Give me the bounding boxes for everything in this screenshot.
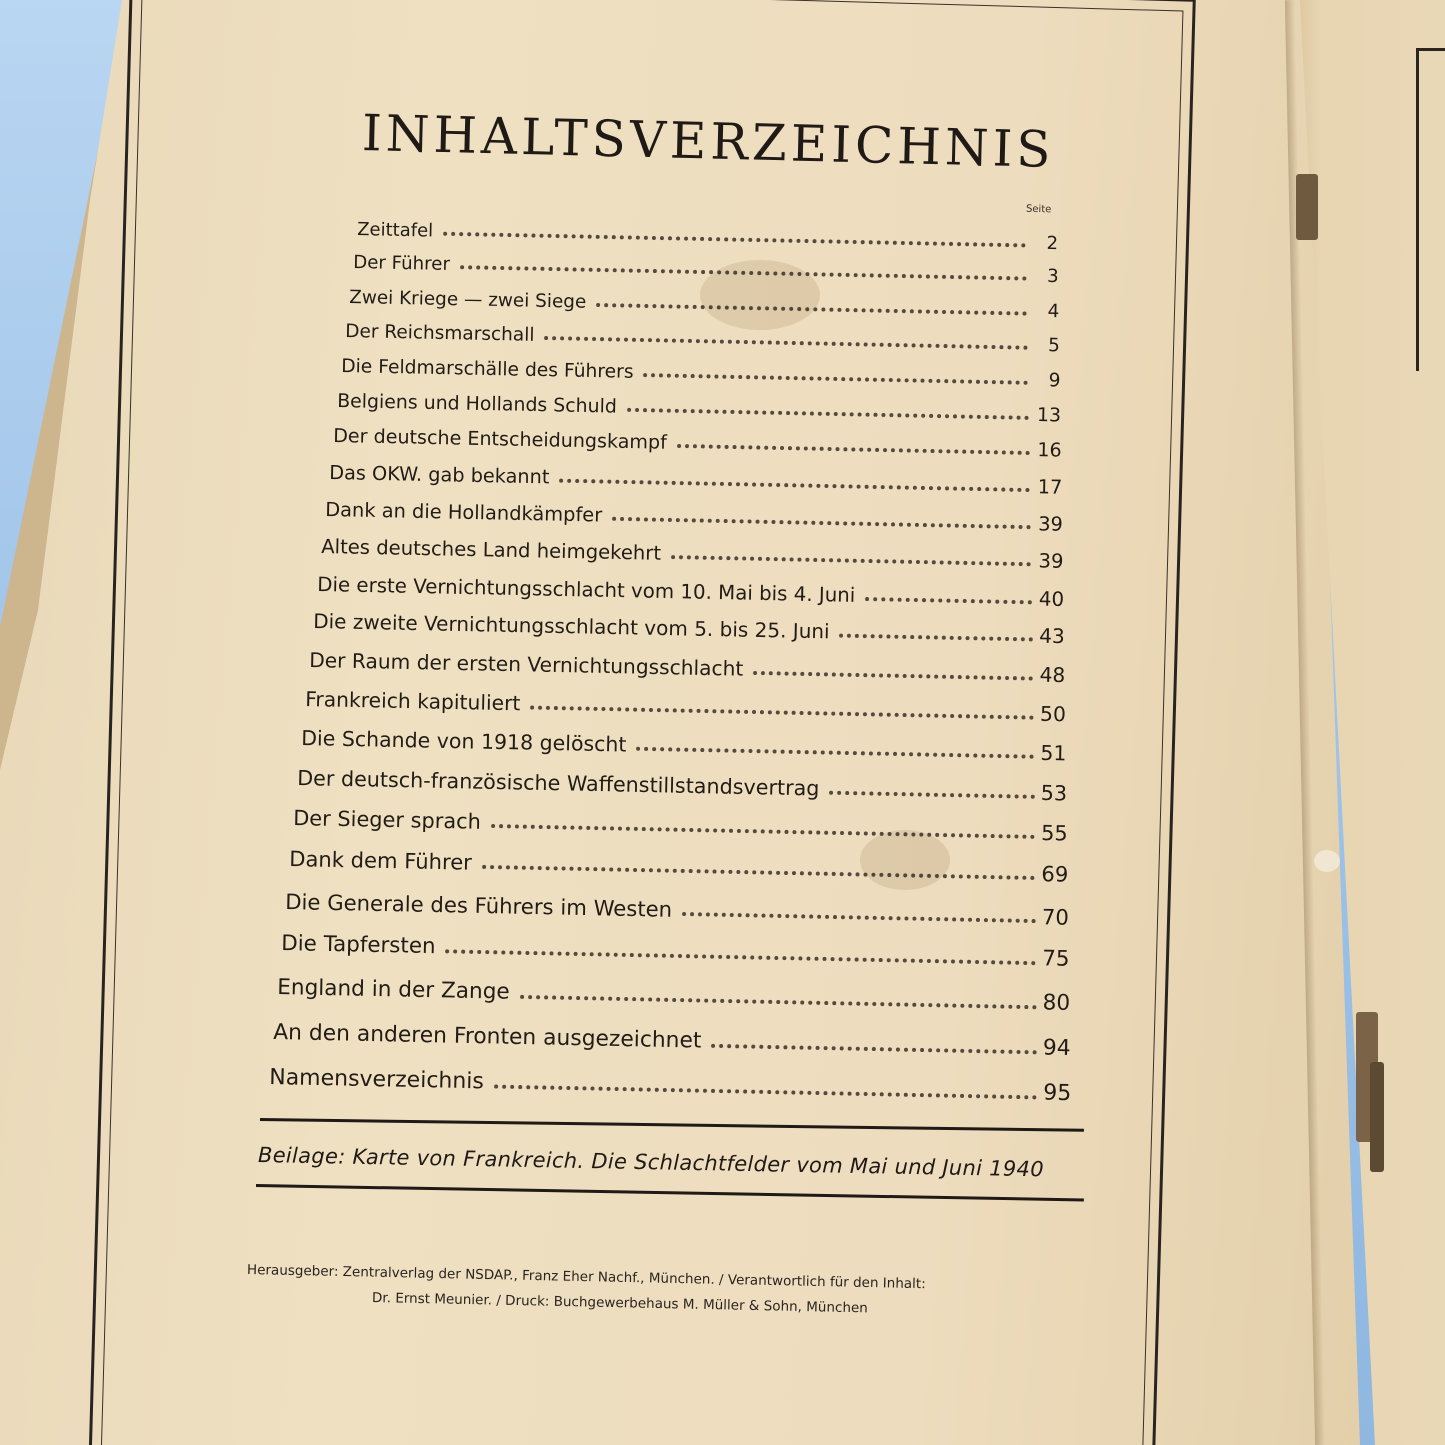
imprint-line: Herausgeber: Zentralverlag der NSDAP., Franz Eher Nachf., München. / Verantwortlich für den Inhalt: bbox=[246, 1262, 926, 1293]
toc-entry-page: 39 bbox=[1037, 512, 1064, 536]
leader-dots bbox=[612, 517, 1031, 529]
toc-entry-page: 17 bbox=[1037, 475, 1063, 499]
toc-entry-title: Dank dem Führer bbox=[289, 846, 473, 875]
toc-entry bbox=[285, 884, 1069, 930]
toc-entry-page: 55 bbox=[1040, 821, 1068, 846]
toc-entry-page: 80 bbox=[1042, 990, 1071, 1016]
toc-entry-title: Zeittafel bbox=[357, 219, 434, 242]
toc-entry bbox=[269, 1060, 1072, 1106]
toc-entry bbox=[313, 603, 1065, 648]
supplement-note: Beilage: Karte von Frankreich. Die Schlachtfelder vom Mai und Juni 1940 bbox=[257, 1143, 1045, 1182]
leader-dots bbox=[530, 706, 1034, 720]
leader-dots bbox=[491, 824, 1035, 839]
toc-entry bbox=[297, 760, 1067, 805]
toc-entry-title: Der Sieger sprach bbox=[293, 806, 482, 834]
toc-entry-page: 16 bbox=[1037, 438, 1062, 462]
toc-entry-page: 50 bbox=[1039, 701, 1067, 727]
toc-entry-title: Die Tapfersten bbox=[281, 931, 436, 960]
toc-entry-page: 51 bbox=[1040, 740, 1067, 766]
leader-dots bbox=[460, 265, 1027, 280]
leader-dots bbox=[559, 479, 1030, 492]
toc-entry-title: Die Feldmarschälle des Führers bbox=[341, 356, 634, 383]
leader-dots bbox=[627, 408, 1029, 420]
toc-entry-page: 9 bbox=[1048, 370, 1061, 392]
leader-dots bbox=[494, 1085, 1037, 1100]
toc-entry bbox=[277, 970, 1070, 1016]
toc-entry-page: 70 bbox=[1041, 904, 1070, 930]
toc-entry-page: 53 bbox=[1040, 780, 1068, 806]
toc-entry-page: 2 bbox=[1046, 232, 1059, 255]
toc-entry-page: 94 bbox=[1042, 1035, 1071, 1062]
toc-entry bbox=[273, 1015, 1071, 1061]
toc-entry bbox=[293, 800, 1068, 846]
leader-dots bbox=[711, 1044, 1037, 1055]
leader-dots bbox=[643, 373, 1028, 385]
leader-dots bbox=[839, 634, 1032, 642]
leader-dots bbox=[482, 865, 1036, 880]
toc-entry bbox=[301, 720, 1067, 765]
toc-entry-title: Belgiens und Hollands Schuld bbox=[337, 390, 618, 418]
toc-entry-page: 48 bbox=[1039, 662, 1066, 688]
leader-dots bbox=[753, 671, 1033, 681]
toc-entry-page: 13 bbox=[1036, 404, 1062, 427]
page-title: INHALTSVERZEICHNIS bbox=[361, 104, 1056, 179]
toc-entry-page: 43 bbox=[1038, 623, 1065, 649]
toc-entry bbox=[281, 926, 1070, 972]
toc-entry-title: Die erste Vernichtungsschlacht vom 10. Mai bis 4. Juni bbox=[317, 573, 856, 607]
toc-entry-title: Die Generale des Führers im Westen bbox=[285, 889, 673, 922]
toc-entry-title: Der deutsch-französische Waffenstillstandsvertrag bbox=[297, 766, 820, 801]
toc-entry-title: Frankreich kapituliert bbox=[305, 687, 521, 716]
leader-dots bbox=[677, 444, 1030, 455]
toc-entry-page: 40 bbox=[1038, 587, 1065, 611]
toc-entry-title: Der Raum der ersten Vernichtungsschlacht bbox=[309, 648, 744, 681]
toc-entry-title: Zwei Kriege — zwei Siege bbox=[349, 287, 587, 313]
page-column-label: Seite bbox=[1025, 203, 1052, 216]
toc-entry-title: Das OKW. gab bekannt bbox=[329, 461, 550, 489]
toc-entry-title: Dank an die Hollandkämpfer bbox=[325, 498, 603, 527]
toc-entry-title: Der deutsche Entscheidungskampf bbox=[333, 424, 668, 454]
toc-entry-title: Die Schande von 1918 gelöscht bbox=[301, 726, 627, 757]
toc-entry-title: Altes deutsches Land heimgekehrt bbox=[321, 535, 662, 565]
toc-entry-page: 5 bbox=[1047, 335, 1061, 357]
toc-entry-title: Namensverzeichnis bbox=[269, 1065, 485, 1095]
toc-entry-page: 3 bbox=[1046, 265, 1059, 288]
toc-entry-title: An den anderen Fronten ausgezeichnet bbox=[273, 1020, 702, 1054]
toc-entry-page: 39 bbox=[1038, 549, 1064, 573]
toc-entry-page: 95 bbox=[1043, 1080, 1072, 1107]
toc-entry-page: 4 bbox=[1047, 301, 1060, 323]
toc-entry bbox=[317, 566, 1064, 611]
toc-entry bbox=[325, 491, 1063, 536]
toc-entry-title: Die zweite Vernichtungsschlacht vom 5. bis 25. Juni bbox=[313, 609, 830, 644]
toc-entry bbox=[309, 642, 1066, 687]
imprint-line: Dr. Ernst Meunier. / Druck: Buchgewerbehaus M. Müller & Sohn, München bbox=[371, 1290, 868, 1317]
toc-entry-page: 75 bbox=[1042, 946, 1070, 972]
toc-entry bbox=[329, 454, 1063, 499]
leader-dots bbox=[445, 949, 1036, 965]
leader-dots bbox=[865, 597, 1032, 604]
toc-entry-title: England in der Zange bbox=[277, 975, 510, 1005]
divider-bottom bbox=[256, 1184, 1084, 1201]
leader-dots bbox=[682, 912, 1036, 923]
leader-dots bbox=[636, 747, 1034, 759]
toc-entry-title: Der Reichsmarschall bbox=[345, 321, 535, 346]
leader-dots bbox=[671, 555, 1032, 566]
leader-dots bbox=[596, 303, 1027, 316]
toc-entry-title: Der Führer bbox=[353, 252, 451, 275]
toc-entry bbox=[305, 681, 1066, 726]
divider-top bbox=[260, 1118, 1084, 1132]
leader-dots bbox=[443, 232, 1026, 248]
toc-entry bbox=[321, 528, 1064, 573]
leader-dots bbox=[829, 791, 1034, 799]
toc-entry bbox=[289, 841, 1069, 887]
toc-entry-page: 69 bbox=[1041, 861, 1069, 887]
leader-dots bbox=[544, 336, 1027, 350]
leader-dots bbox=[520, 995, 1037, 1009]
